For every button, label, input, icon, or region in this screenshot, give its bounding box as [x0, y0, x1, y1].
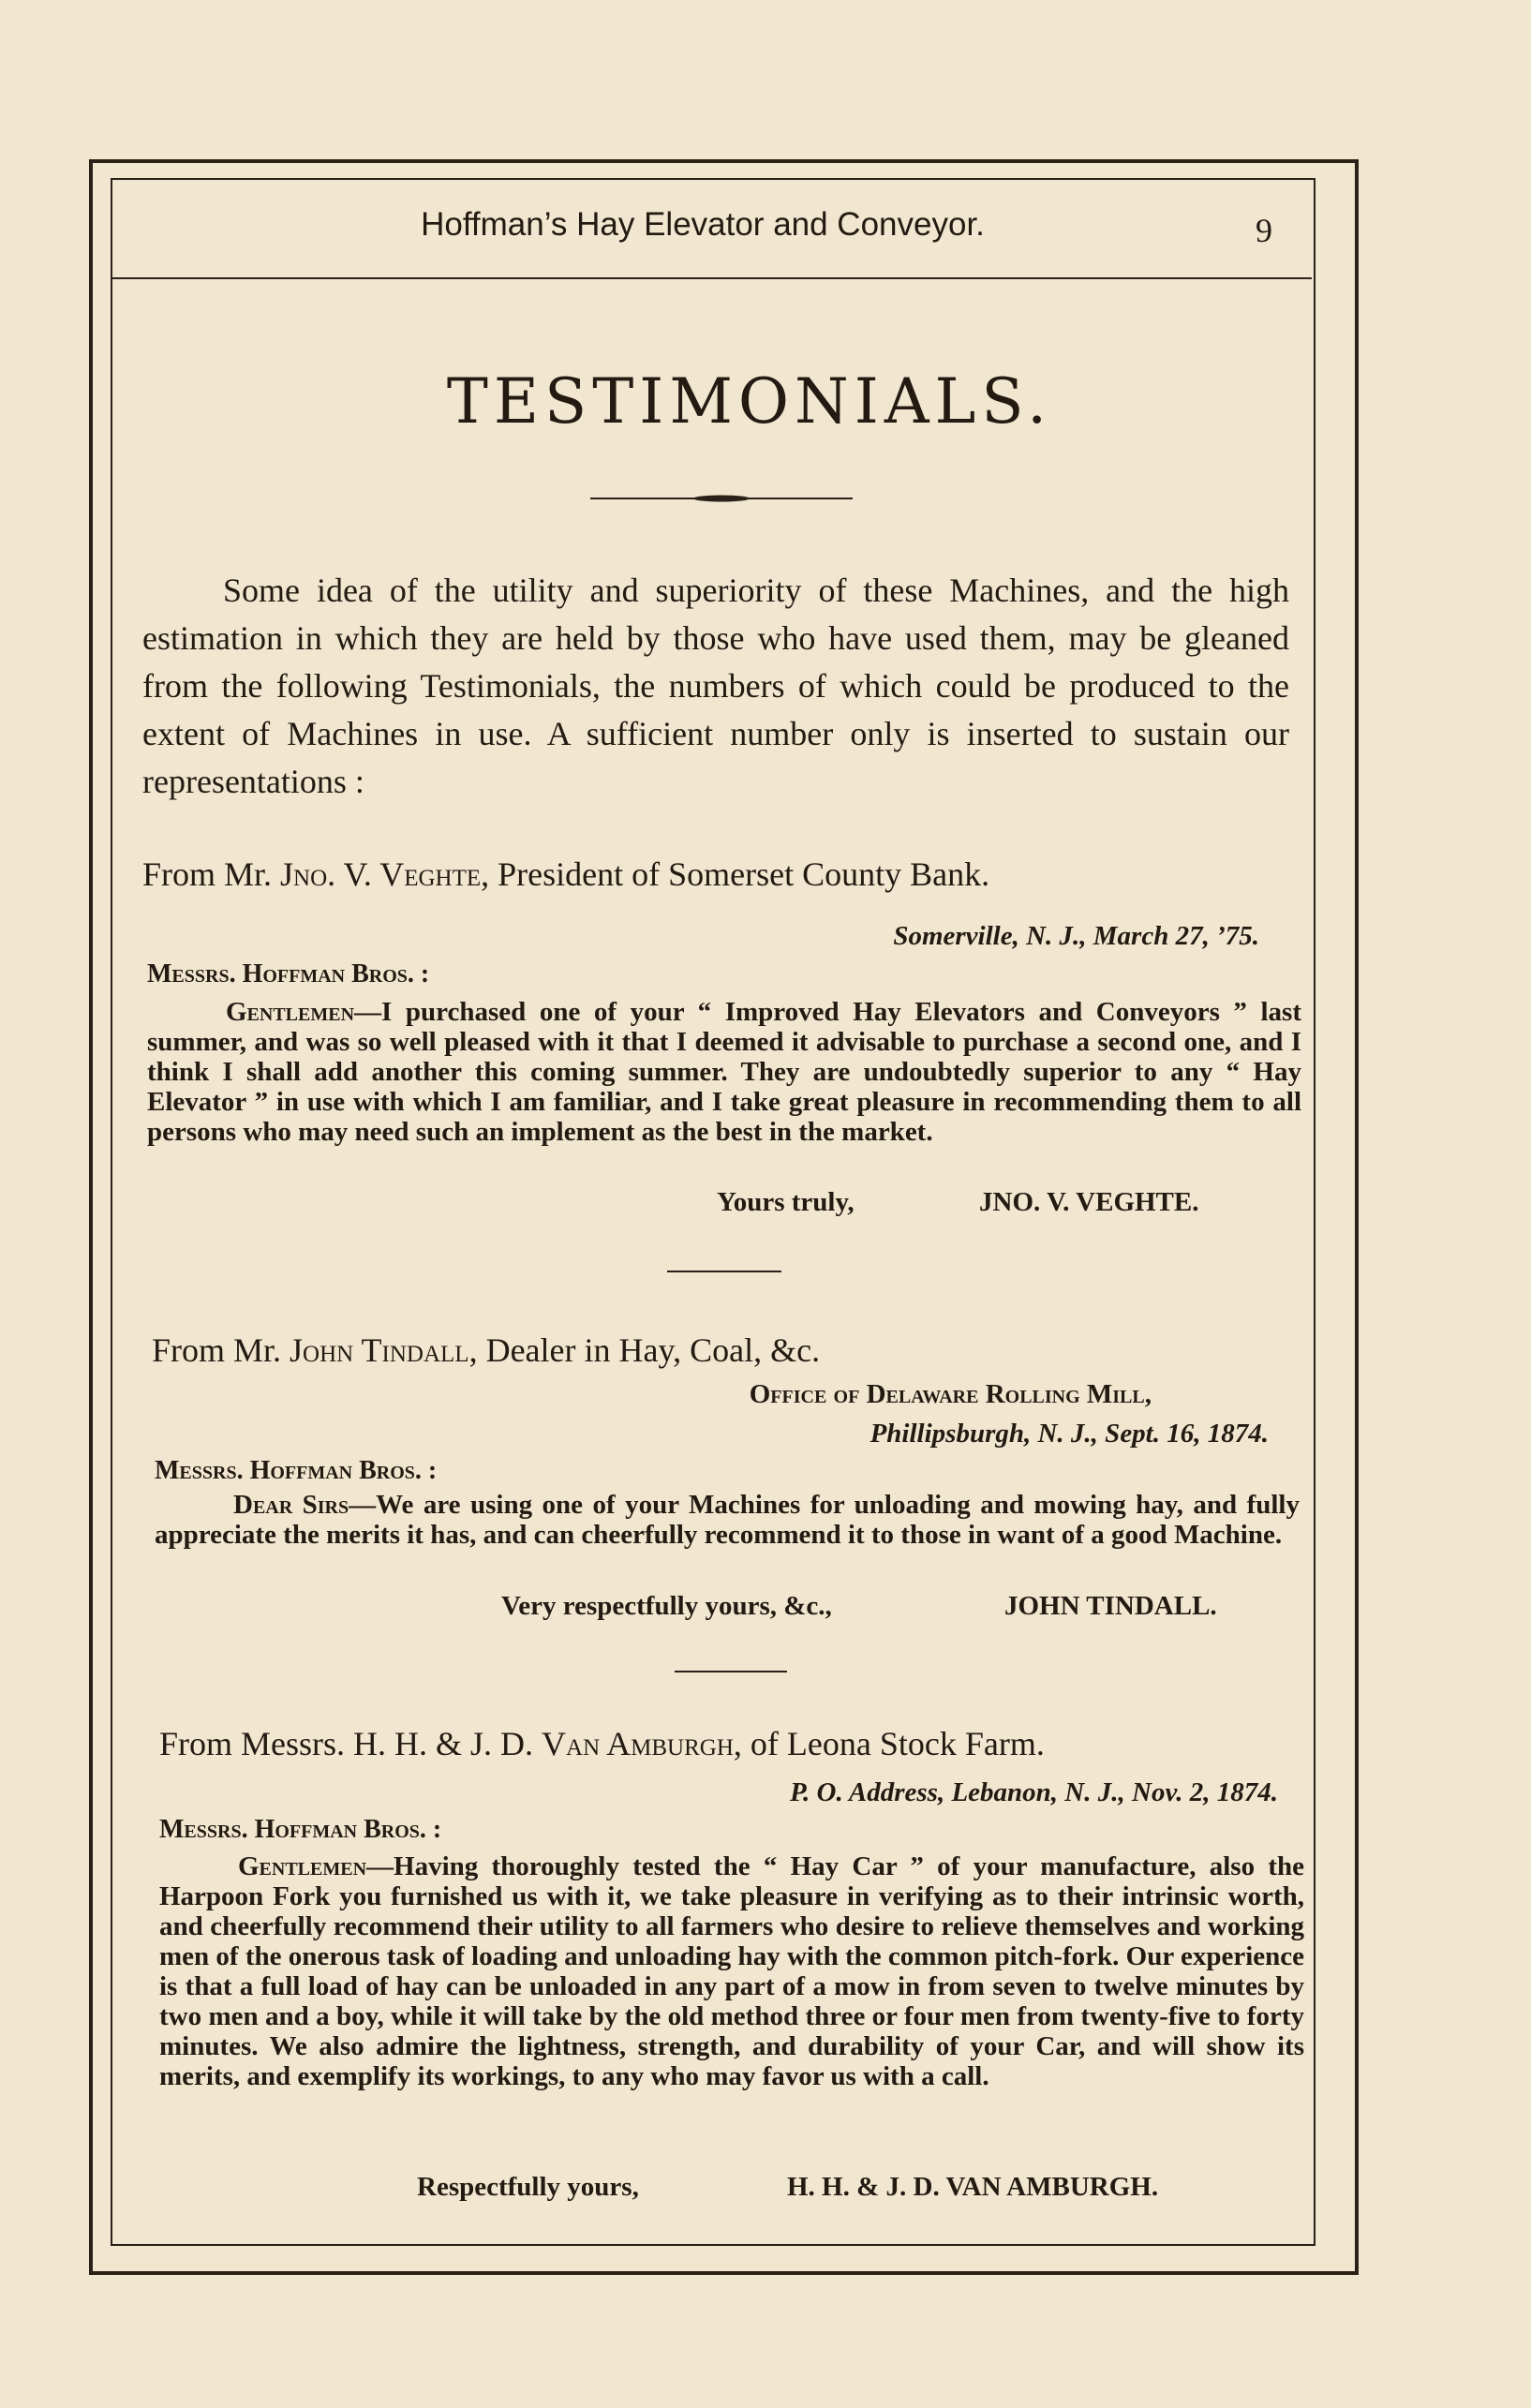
testimonial-3-text: —Having thoroughly tested the “ Hay Car ” of your manufacture, also the Harpoon Fork you furnished us with it, we take pleasure in verifying as to their intrinsic worth, and cheerfully recommend their utility to all farmers who desire to relieve themselves and working men of the onerous task of loading and unloading hay with the common pitch-fork. Our experience is that a full load of hay can be unloaded in any part of a mow in from seven to twelve minutes by two men and a boy, while it will take by the old method three or four men from twenty-five to forty minutes. We also admire the lightness, strength, and durability of your Car, and will show its merits, and exemplify its workings, to any who may favor us with a call.	[159, 1851, 1304, 2091]
testimonial-2-body	[155, 1490, 1300, 1550]
testimonial-1-from-name: Jno. V. Veghte,	[280, 855, 490, 893]
testimonial-2-closing: Very respectfully yours, &c.,	[501, 1591, 832, 1621]
testimonial-2-signature: JOHN TINDALL.	[1004, 1591, 1217, 1621]
testimonial-3-closing: Respectfully yours,	[417, 2172, 639, 2202]
testimonial-3-signature: H. H. & J. D. VAN AMBURGH.	[787, 2172, 1159, 2202]
testimonial-3-from-suffix: of Leona Stock Farm.	[750, 1725, 1045, 1762]
testimonial-2-salutation: Messrs. Hoffman Bros. :	[155, 1456, 438, 1485]
running-title: Hoffman’s Hay Elevator and Conveyor.	[421, 206, 985, 243]
testimonial-2-from-suffix: Dealer in Hay, Coal, &c.	[485, 1331, 821, 1369]
testimonial-1-from-prefix: From Mr.	[142, 855, 273, 893]
testimonial-1-salutation: Messrs. Hoffman Bros. :	[147, 959, 430, 988]
testimonial-3-from-prefix: From Messrs. H. H. & J. D.	[159, 1725, 534, 1762]
testimonial-2-place-date: Phillipsburgh, N. J., Sept. 16, 1874.	[870, 1419, 1269, 1449]
testimonial-2-opening: Dear Sirs	[233, 1490, 349, 1520]
testimonial-3-from-name: Van Amburgh,	[542, 1725, 742, 1762]
page-number: 9	[1256, 212, 1272, 249]
testimonial-2-from-name: John Tindall,	[290, 1331, 478, 1369]
testimonial-2-from	[152, 1330, 1370, 1370]
testimonial-3-from	[159, 1724, 1377, 1763]
testimonial-3-salutation: Messrs. Hoffman Bros. :	[159, 1815, 442, 1844]
section-divider	[675, 1671, 787, 1672]
testimonial-2-from-prefix: From Mr.	[152, 1331, 282, 1369]
testimonial-1-body	[147, 997, 1301, 1147]
intro-text: Some idea of the utility and superiority of these Machines, and the high estimation in which they are held by those who have used them, may be gleaned from the following Testimonials, the numbers of which could be produced to the extent of Machines in use. A sufficient number only is inserted to sustain our representations :	[142, 572, 1289, 800]
testimonial-1-opening: Gentlemen	[226, 997, 355, 1027]
testimonial-3-place-date: P. O. Address, Lebanon, N. J., Nov. 2, 1874.	[790, 1777, 1278, 1807]
testimonial-2-office: Office of Delaware Rolling Mill,	[749, 1379, 1152, 1409]
ornament-rule	[590, 492, 853, 505]
section-divider	[667, 1271, 781, 1272]
testimonial-1-signature: JNO. V. VEGHTE.	[979, 1187, 1199, 1217]
intro-paragraph	[142, 567, 1289, 806]
testimonial-3-body	[159, 1851, 1304, 2091]
testimonial-1-place-date: Somerville, N. J., March 27, ’75.	[893, 921, 1259, 951]
testimonial-1-closing: Yours truly,	[717, 1187, 855, 1217]
page-heading: TESTIMONIALS.	[446, 365, 1053, 438]
testimonial-1-from-suffix: President of Somerset County Bank.	[498, 855, 990, 893]
header-rule	[112, 277, 1312, 279]
testimonial-3-opening: Gentlemen	[238, 1851, 367, 1881]
testimonial-1-from	[142, 855, 1360, 894]
testimonial-1-text: —I purchased one of your “ Improved Hay Elevators and Conveyors ” last summer, and was so well pleased with it that I deemed it advisable to purchase a second one, and I think I shall add another this coming summer. They are undoubtedly superior to any “ Hay Elevator ” in use with which I am familiar, and I take great pleasure in recommending them to all persons who may need such an implement as the best in the market.	[147, 997, 1301, 1147]
testimonial-2-text: —We are using one of your Machines for unloading and mowing hay, and fully appreciate the merits it has, and can cheerfully recommend it to those in want of a good Machine.	[155, 1490, 1300, 1550]
